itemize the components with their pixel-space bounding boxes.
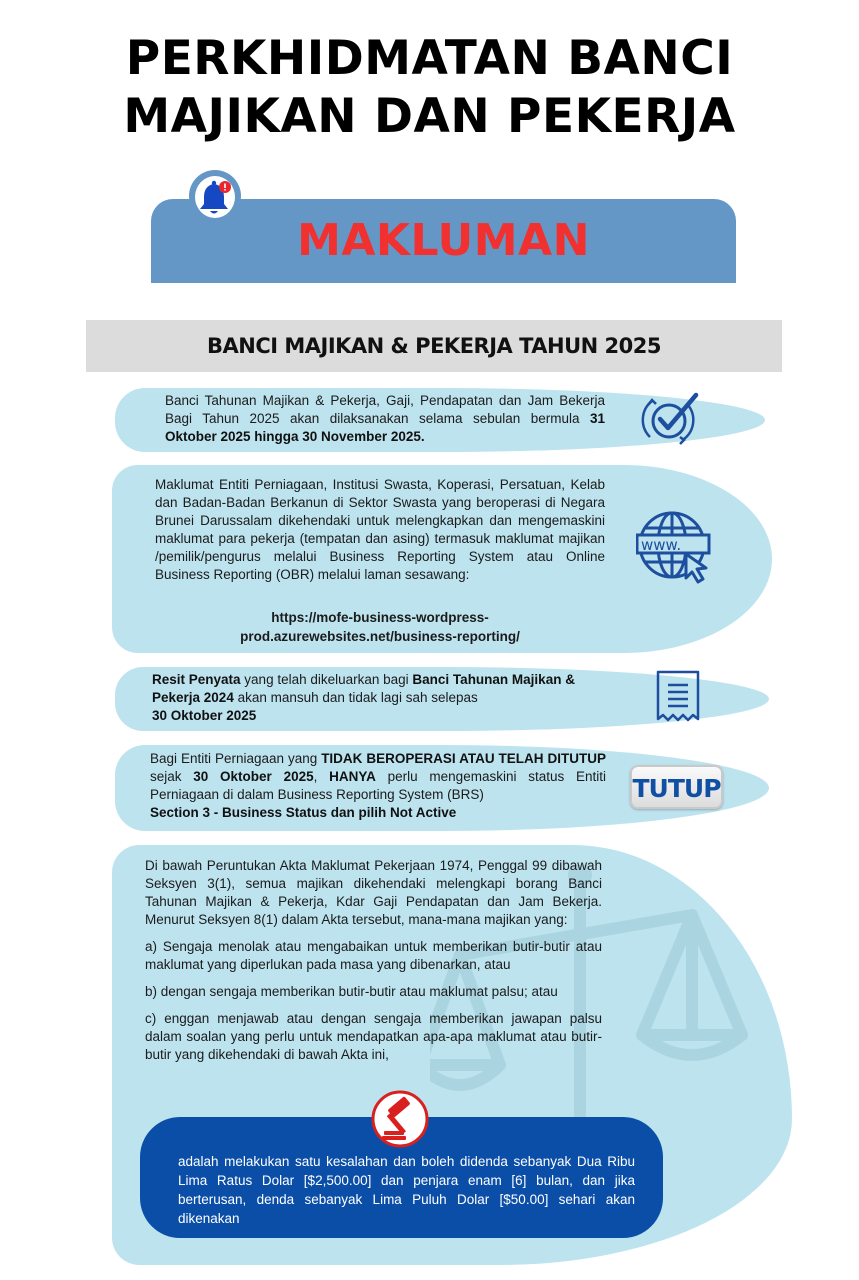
legal-item-b: b) dengan sengaja memberikan butir-butir atau maklumat palsu; atau <box>145 984 558 999</box>
section-title: BANCI MAJIKAN & PEKERJA TAHUN 2025 <box>207 334 661 358</box>
banner-label: MAKLUMAN <box>297 215 590 266</box>
legal-text <box>145 857 602 1073</box>
receipt-expiry-date: 30 Oktober 2025 <box>152 708 257 723</box>
gavel-icon <box>371 1090 429 1148</box>
schedule-dates: 31 Oktober 2025 hingga 30 November 2025. <box>165 411 605 444</box>
globe-www-cursor-icon <box>636 510 716 584</box>
title-line-1: PERKHIDMATAN BANCI <box>125 31 734 86</box>
closed-business-text: Bagi Entiti Perniagaan yang TIDAK BEROPERASI ATAU TELAH DITUTUP sejak 30 Oktober 2025, HANYA perlu mengemaskini status Entiti Perniagaan di dalam Business Reporting System (BRS) Section 3 - Business Status dan pilih Not Active <box>150 751 606 820</box>
business-reporting-link[interactable]: https://mofe-business-wordpress- prod.azurewebsites.net/business-reporting/ <box>240 610 520 644</box>
svg-text:www.: www. <box>641 536 682 554</box>
brs-section-instruction: Section 3 - Business Status dan pilih Not Active <box>150 805 457 820</box>
legal-item-a: a) Sengaja menolak atau mengabaikan untuk memberikan butir-butir atau maklumat yang diperlukan pada masa yang dibenarkan, atau <box>145 939 602 972</box>
receipt-text: Resit Penyata yang telah dikeluarkan bagi Banci Tahunan Majikan & Pekerja 2024 akan mansuh dan tidak lagi sah selepas 30 Oktober 2025 <box>152 672 575 723</box>
receipt-icon <box>655 669 701 725</box>
page-title <box>0 30 859 146</box>
tutup-badge: TUTUP <box>630 765 723 809</box>
refresh-check-icon <box>638 391 700 449</box>
legal-item-c: c) enggan menjawab atau dengan sengaja memberikan jawapan palsu dalam soalan yang perlu untuk mendapatkan apa-apa maklumat atau butir-butir yang dikehendaki di bawah Akta ini, <box>145 1011 602 1062</box>
schedule-text: Banci Tahunan Majikan & Pekerja, Gaji, Pendapatan dan Jam Bekerja Bagi Tahun 2025 akan dilaksanakan selama sebulan bermula 31 Oktober 2025 hingga 30 November 2025. <box>165 393 605 444</box>
obr-text: Maklumat Entiti Perniagaan, Institusi Swasta, Koperasi, Persatuan, Kelab dan Badan-Badan Berkanun di Sektor Swasta yang beroperasi di Negara Brunei Darussalam dikehendaki untuk melengkapkan dan mengemaskini maklumat para pekerja (tempatan dan asing) termasuk maklumat majikan /pemilik/pengurus melalui Business Reporting System atau Online Business Reporting (OBR) melalui laman sesawang: <box>155 477 605 582</box>
legal-intro: Di bawah Peruntukan Akta Maklumat Pekerjaan 1974, Penggal 99 dibawah Seksyen 3(1), semua majikan dikehendaki melengkapi borang Banci Tahunan Majikan & Pekerja, Kdar Gaji Pendapatan dan Jam Bekerja. Menurut Seksyen 8(1) dalam Akta tersebut, mana-mana majikan yang: <box>145 858 602 927</box>
title-line-2: MAJIKAN DAN PEKERJA <box>123 89 736 144</box>
penalty-text: adalah melakukan satu kesalahan dan boleh didenda sebanyak Dua Ribu Lima Ratus Dolar [$2,500.00] dan penjara enam [6] bulan, dan jika berterusan, denda sebanyak Lima Puluh Dolar [$50.00] sehari akan dikenakan <box>178 1154 635 1226</box>
